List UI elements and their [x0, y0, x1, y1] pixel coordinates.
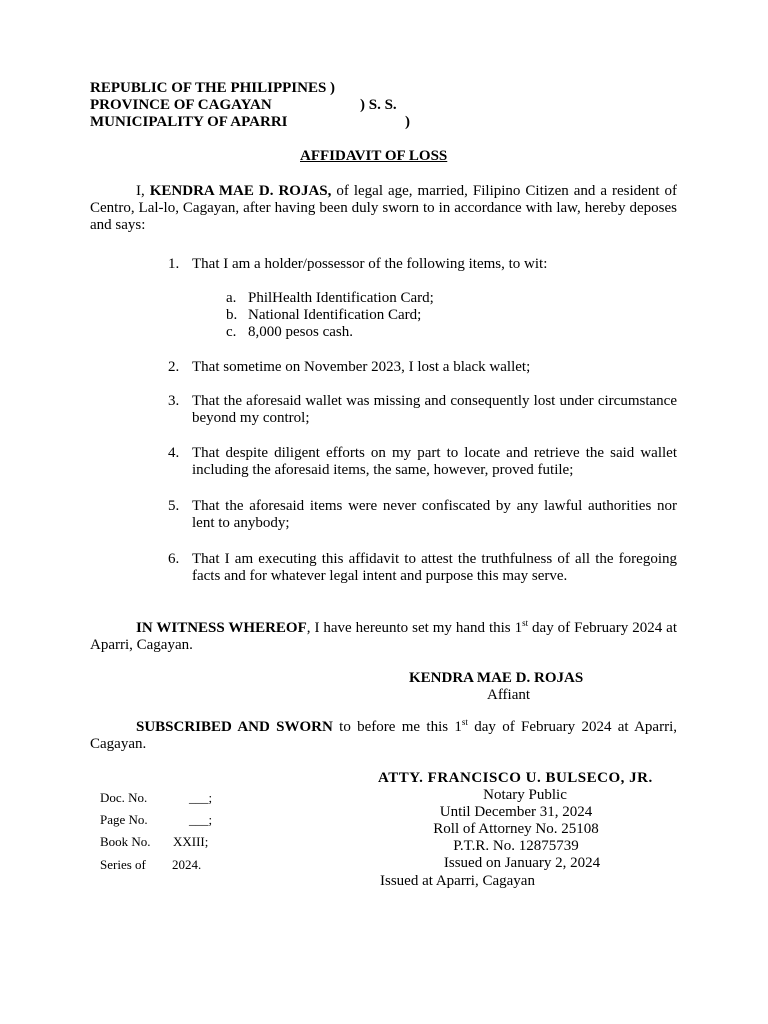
sub-item	[226, 290, 434, 307]
doc-ref-label: Series of	[100, 857, 146, 872]
item-number: 6.	[168, 551, 180, 567]
item-number: 3.	[168, 393, 180, 409]
doc-ref-label: Page No.	[100, 812, 148, 827]
sworn-ordinal: st	[461, 717, 468, 727]
header-republic: REPUBLIC OF THE PHILIPPINES )	[90, 80, 336, 96]
notary-issued-at: Issued at Aparri, Cagayan	[380, 873, 535, 889]
intro-paragraph	[90, 183, 677, 234]
notary-line: Issued on January 2, 2024	[443, 855, 601, 871]
affiant-name: KENDRA MAE D. ROJAS	[409, 670, 584, 686]
sworn-lead: SUBSCRIBED AND SWORN	[136, 719, 333, 735]
intro-affiant-name: KENDRA MAE D. ROJAS,	[149, 183, 332, 199]
witness-lead: IN WITNESS WHEREOF	[136, 620, 307, 636]
sub-item-letter: c.	[226, 324, 237, 340]
witness-text-2: day of February 2024 at Aparri, Cagayan.	[90, 620, 677, 653]
header-paren: )	[405, 114, 410, 130]
item-text: That the aforesaid items were never confiscated by any lawful authorities nor lent to anybody;	[192, 498, 677, 531]
doc-ref-value: ___;	[189, 790, 213, 805]
item-number: 1.	[168, 256, 180, 272]
item-number: 4.	[168, 445, 180, 461]
item-text: That I am a holder/possessor of the following items, to wit:	[192, 256, 548, 272]
doc-ref-label: Doc. No.	[100, 790, 148, 805]
header-province: PROVINCE OF CAGAYAN	[90, 97, 272, 113]
notary-line: Notary Public	[483, 787, 567, 803]
sub-item-text: National Identification Card;	[248, 307, 422, 323]
doc-ref-value: ___;	[189, 812, 213, 827]
notary-line: Until December 31, 2024	[439, 804, 593, 820]
item-number: 5.	[168, 498, 180, 514]
item-text: That sometime on November 2023, I lost a black wallet;	[192, 359, 531, 375]
document-title: AFFIDAVIT OF LOSS	[300, 148, 448, 164]
intro-text: of legal age, married, Filipino Citizen and a resident of Centro, Lal-lo, Cagayan, after having been duly sworn to in accordance with law, hereby deposes and says:	[90, 183, 677, 233]
sub-item	[226, 324, 353, 341]
sworn-text-2: day of February 2024 at Aparri, Cagayan.	[90, 719, 677, 752]
sub-item	[226, 307, 421, 324]
item-text: That despite diligent efforts on my part to locate and retrieve the said wallet including the aforesaid items, the same, however, proved futile;	[192, 445, 677, 478]
notary-line: P.T.R. No. 12875739	[453, 838, 579, 854]
header-ss: ) S. S.	[360, 97, 397, 113]
sworn-text-1: to before me this 1	[332, 719, 462, 735]
affiant-role: Affiant	[487, 687, 531, 703]
sub-item-letter: a.	[226, 290, 237, 306]
header-municipality: MUNICIPALITY OF APARRI	[90, 114, 288, 130]
sub-item-text: PhilHealth Identification Card;	[248, 290, 434, 306]
item-text: That the aforesaid wallet was missing and consequently lost under circumstance beyond my control;	[192, 393, 677, 426]
notary-line: Roll of Attorney No. 25108	[433, 821, 599, 837]
notary-name: ATTY. FRANCISCO U. BULSECO, JR.	[378, 770, 653, 786]
item-text: That I am executing this affidavit to attest the truthfulness of all the foregoing facts and for whatever legal intent and purpose this may serve.	[192, 551, 677, 584]
intro-prefix: I,	[136, 183, 150, 199]
item-number: 2.	[168, 359, 180, 375]
sub-item-letter: b.	[226, 307, 238, 323]
witness-paragraph	[90, 620, 677, 654]
sub-item-text: 8,000 pesos cash.	[248, 324, 353, 340]
doc-ref-label: Book No.	[100, 834, 151, 849]
sworn-paragraph	[90, 719, 677, 753]
witness-text-1: , I have hereunto set my hand this 1	[306, 620, 523, 636]
doc-ref-value: XXIII;	[173, 834, 209, 849]
doc-ref-value: 2024.	[172, 857, 202, 872]
witness-ordinal: st	[522, 618, 529, 628]
